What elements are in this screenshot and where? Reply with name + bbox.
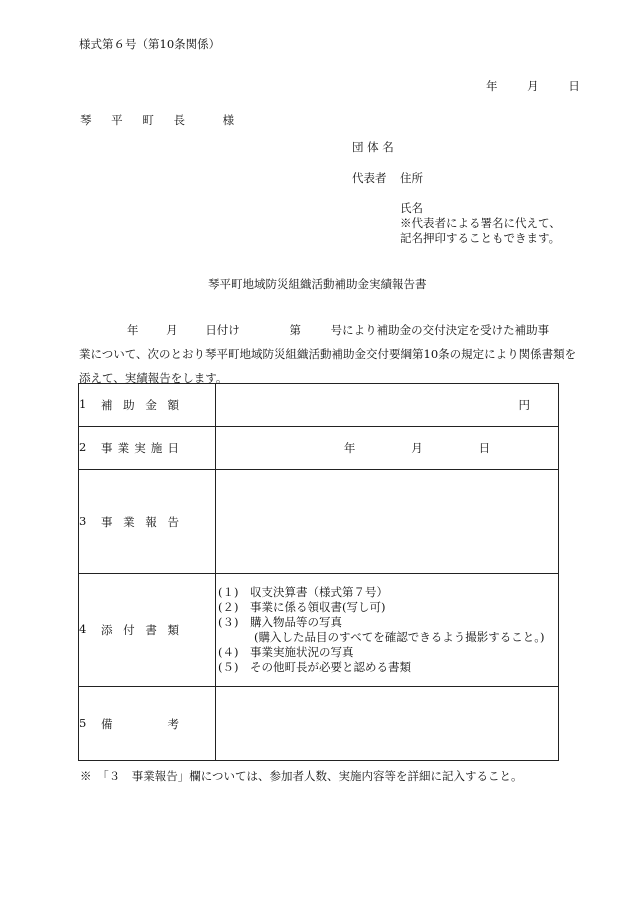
- attachments-cell: [216, 574, 559, 687]
- label-char: 考: [167, 716, 179, 731]
- table-date-month: 月: [411, 441, 423, 455]
- table-date-year: 年: [343, 441, 356, 455]
- attachment-number: (２): [218, 600, 239, 614]
- addressee-char: 長: [173, 113, 185, 127]
- row-label-date: [79, 427, 216, 470]
- body-line-1: [127, 322, 549, 338]
- addressee-suffix: 様: [222, 113, 235, 127]
- yen-unit: 円: [518, 398, 530, 412]
- label-char: 事: [101, 441, 113, 455]
- body-line-1-text: 号により補助金の交付決定を受けた補助事: [330, 323, 550, 337]
- row-number: 4: [79, 622, 87, 636]
- body-line-2: 業について、次のとおり琴平町地域防災組織活動補助金交付要綱第10条の規定により関係書類を: [79, 347, 577, 361]
- label-char: 添: [101, 623, 113, 637]
- attachment-text: (購入した品目のすべてを確認できるよう撮影すること。): [254, 630, 545, 644]
- label-char: 施: [150, 441, 163, 455]
- row-label-attachments: [79, 574, 216, 687]
- label-char: 告: [167, 514, 179, 529]
- body-month: 月: [166, 323, 178, 337]
- report-table: [78, 383, 559, 761]
- implementation-date-field[interactable]: [216, 427, 559, 470]
- attachment-text: 収支決算書（様式第７号）: [250, 585, 388, 599]
- addressee: [80, 112, 234, 128]
- table-row: [79, 470, 559, 574]
- attachment-number: (３): [218, 615, 239, 629]
- addressee-char: 平: [111, 113, 123, 127]
- list-item: [218, 630, 558, 645]
- table-row: [79, 427, 559, 470]
- signature-note-2: 記名押印することもできます。: [400, 231, 561, 245]
- label-char: 事: [101, 514, 113, 529]
- date-line: [486, 78, 580, 94]
- row-label-report: [79, 470, 216, 574]
- row-number: 1: [79, 397, 87, 411]
- label-char: 備: [101, 716, 113, 731]
- name-label: 氏名: [400, 201, 423, 215]
- list-item: [218, 600, 558, 615]
- label-char: 日: [167, 441, 179, 455]
- body-day: 日付け: [205, 323, 240, 337]
- body-number-prefix: 第: [289, 323, 301, 337]
- form-number: 様式第６号（第10条関係）: [79, 37, 221, 51]
- label-char: 報: [145, 514, 157, 529]
- list-item: [218, 660, 558, 675]
- row-number: 3: [79, 513, 87, 528]
- attachment-text: 事業に係る領収書(写し可): [250, 600, 386, 614]
- document-title: 琴平町地域防災組織活動補助金実績報告書: [208, 277, 427, 291]
- body-line-3: 添えて、実績報告をします。: [79, 371, 228, 385]
- group-name-label: 団 体 名: [352, 140, 394, 154]
- attachment-number: (１): [218, 585, 239, 599]
- label-char: 類: [167, 623, 179, 637]
- body-year: 年: [127, 323, 139, 337]
- subsidy-amount-field[interactable]: [216, 384, 559, 427]
- label-char: 額: [167, 398, 179, 412]
- representative-label: 代表者: [352, 171, 387, 185]
- label-char: 付: [123, 623, 135, 637]
- attachment-text: その他町長が必要と認める書類: [250, 660, 411, 674]
- list-item: [218, 645, 558, 660]
- attachment-text: 購入物品等の写真: [250, 615, 342, 629]
- project-report-field[interactable]: [216, 470, 559, 574]
- attachment-number: (５): [218, 660, 239, 674]
- label-char: 業: [117, 441, 130, 455]
- table-date-day: 日: [478, 441, 491, 455]
- label-char: 助: [123, 398, 135, 412]
- footnote: ※ 「３ 事業報告」欄については、参加者人数、実施内容等を詳細に記入すること。: [80, 769, 523, 783]
- date-year: 年: [486, 79, 498, 93]
- row-label-remarks: [79, 687, 216, 761]
- label-char: 金: [145, 398, 157, 412]
- table-row: [79, 574, 559, 687]
- label-char: 補: [101, 398, 113, 412]
- row-number: 2: [79, 440, 87, 454]
- label-char: 書: [145, 623, 157, 637]
- signature-note-1: ※代表者による署名に代えて、: [400, 216, 561, 230]
- table-row: [79, 384, 559, 427]
- row-number: 5: [79, 715, 87, 730]
- addressee-char: 町: [142, 113, 154, 127]
- table-row: [79, 687, 559, 761]
- remarks-field[interactable]: [216, 687, 559, 761]
- attachment-text: 事業実施状況の写真: [250, 645, 354, 659]
- date-month: 月: [527, 79, 539, 93]
- label-char: 実: [134, 441, 146, 455]
- list-item: [218, 585, 558, 600]
- address-label: 住所: [400, 171, 423, 185]
- row-label-subsidy: [79, 384, 216, 427]
- addressee-char: 琴: [80, 113, 92, 127]
- attachment-number: (４): [218, 645, 239, 659]
- list-item: [218, 615, 558, 630]
- date-day: 日: [568, 79, 580, 93]
- label-char: 業: [123, 514, 135, 529]
